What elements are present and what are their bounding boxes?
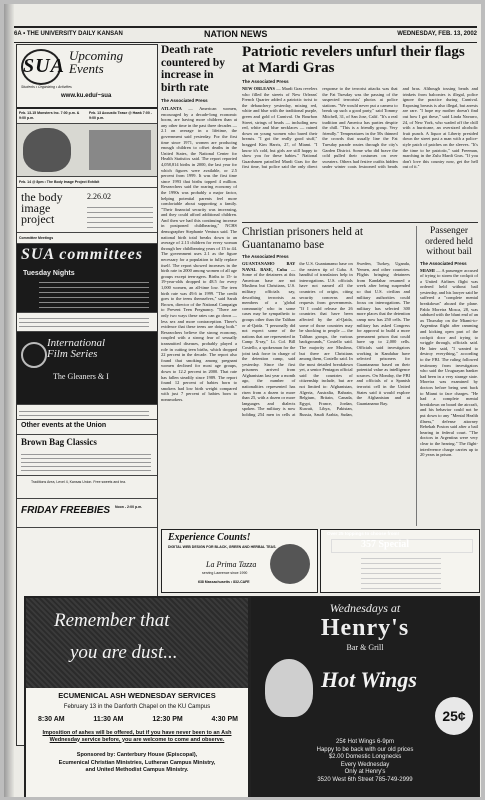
byline-mardi-gras: The Associated Press	[242, 79, 289, 84]
ash-note: Imposition of ashes will be offered, but if you have never been to an Ash Wednesday service before, you are welcome to come and observe.	[42, 730, 232, 743]
film-reel-icon	[21, 342, 47, 368]
page-binding-shadow	[4, 4, 14, 797]
film-series-title-line1: International	[47, 337, 106, 349]
body-image-details	[87, 204, 153, 228]
headline-passenger: Passenger ordered held without bail	[425, 226, 473, 257]
body-image-title: the body image project	[21, 190, 63, 226]
film-series-info-bar	[17, 313, 157, 332]
headline-birth-rate: Death rate countered by increase in birth rate	[161, 44, 225, 94]
committee-schedule	[39, 282, 149, 308]
event-photos	[17, 124, 157, 177]
experience-subtitle: DIGITAL WEB DESIGN FOR BLACK, GREEN AND HERBAL TEAS.	[168, 545, 277, 549]
body-image-ad	[17, 188, 157, 233]
acoustic-band-photo	[89, 130, 151, 170]
event-monsters: Feb. 13-15 Monsters Inc. 7:00 p.m. & 9:00 p.m.	[19, 111, 80, 120]
hot-wings-title: Hot Wings	[321, 667, 417, 692]
byline-guantanamo: The Associated Press	[242, 254, 289, 259]
article-guantanamo	[242, 226, 410, 526]
dateline-guantanamo: GUANTANAMO BAY NAVAL BASE, Cuba	[242, 261, 296, 272]
international-film-series-ad	[17, 332, 157, 405]
deal-line-1: 25¢ Hot Wings 6-9pm	[335, 739, 395, 745]
committee-meetings-label: Committee Meetings	[19, 236, 54, 240]
text-guantanamo: — Some of the detainees at this American base are not Muslims but Christians, U.S. military officials say, describing terrorists as members of a 'global community' who in some cases may be sympathetic to groups other than the Taliban or al-Qaida. "I personally did not expect some of the nations that are represented in Camp X-ray," Lt. Col. Bill Costello, a spokesman for the joint task force in charge of the detention camp, said yesterday. Since the first prisoners arrived from Afghanistan last year a month ago, the number of nationalities represented has risen from a dozen to more than 25, with a dozen or more languages and dialects spoken. The military is now holding 254 men in cells at the U.S. Guantanamo base on the eastern tip of Cuba. A handful of translators help in interrogations. U.S. officials have not named all the countries of origin, citing security concerns and requests from governments. "If I could release the 26 countries that have been affected by the al-Qaida, some of those countries may be shocking to people — the Taliban groups, the various backgrounds," Costello said. The majority are Muslims, but there are Christians among them, Costello said. In the most detailed breakdown yet, a senior Pentagon official said the countries of citizenship include, but are not limited to: Afghanistan, Algeria, Australia, Bahrain, Belgium, Britain, Canada, Egypt, France, Jordan, Kuwait, Libya, Pakistan, Russia, Saudi Arabia, Sudan, Sweden, Turkey, Uganda, Yemen, and other countries. Flights bringing detainees from Kandahar resumed a week after being suspended so that U.S. civilian and military authorities could focus on interrogations. The military has selected 300 more places that the detention camp now has 250 cells. The military has asked Congress for approval to build a more permanent prison that could have up to 2,000 cells. Officials said investigators working in Kandahar have selected prisoners for Guantanamo based on their potential value as intelligence sources. On Monday, the FBI and officials of a Spanish terrorist cell in the United States said it would explore the Afghanistan and at Guantanamo Bay.	[242, 261, 410, 418]
henrys-hot-wings-ad	[250, 596, 480, 797]
film-series-title-line2: Film Series	[47, 348, 98, 360]
text-passenger: — A passenger accused of trying to storm the cockpit of a United Airlines flight was ordered held without bail yesterday, and his lawyer said he suffered a "complete mental breakdown" aboard the plane. Pablo Moreira Mosca, 28, was subdued with the blunt end of an ax Thursday on the Miami-to-Argentina flight after ramming and kicking open part of the cockpit door and trying to wriggle through, officials said. He later said, "I wanted to destroy everything," according to the FBI. The ruling followed testimony from investigators who said the Uruguayan banker had been in a very strange state. Moreira was examined by doctors before being sent back to Miami to face charges. "He had a complete mental breakdown on board the aircraft, and his behavior could not be put down to any "Mental Health illness," defense attorney Rebekah Poston said after a bail hearing in federal court. "The doctors in Argentina were very clear to the hearing." The flight-interference charge carries up to 20 years in prison.	[420, 267, 478, 458]
body-passenger	[420, 268, 478, 508]
sua-committees-ad	[17, 244, 157, 313]
issue-date: WEDNESDAY, FEB. 13, 2002	[397, 31, 477, 37]
ash-wednesday-ad	[24, 596, 250, 797]
event-acoustic: Feb. 13 Acoustic Tease @ Hawk 7:00 - 9:00 p.m.	[89, 111, 152, 120]
tuesday-nights-label: Tuesday Nights	[23, 270, 75, 277]
henrys-deals	[251, 739, 479, 784]
deal-line-3: $2.00 Domestic Longnecks	[328, 754, 402, 760]
article-mardi-gras	[242, 44, 478, 219]
pizza-special-ad	[320, 529, 480, 593]
special-title: 357 Special	[361, 539, 410, 550]
film-location-details	[19, 408, 149, 416]
event-body-image: Feb. 14 @ 8pm • The Body Image Project Exhibit	[19, 180, 100, 184]
event-row-3	[17, 177, 157, 188]
other-events-title: Other events at the Union	[21, 422, 107, 429]
text-birth-rate: — American women, encouraged by a decade-long economic boom, are having more children than at any other time in the past three decades — 2.1 on average in a lifetime, the government said yesterday. For the first time since 1971, women are producing enough children to offset deaths in the United States, the National Center for Health Statistics said. The report reported 4,058,814 births in 2000, the last year for which figures were available, or 2.5 percent from 1999. It was the first time since 1993 that births topped 4 million. Researchers said the roaring economy of the 1990s was probably a major factor, helping potential parents feel more comfortable about supporting a family. "Their financial security was increasing, and they could afford additional children. And then we had this continuing increase in postponed childbearing," NCHS demographer Stephanie Ventura said. The national birth total breaks down to an average of 2.13 children for every woman through her childbearing years of 15 to 44. The government uses 2.1 as the figure necessary for a population to fully replace itself. The report showed increases in the birth rate in 2000 among women of all age groups except teen-agers. Births to 15- to 19-year-olds dropped to 48.5 for every 1,000 women, an all-time low. The teen birth rate was 49.6 in 1999. "The credit goes to the teens themselves," said Sarah Brown, director of the National Campaign to Prevent Teen Pregnancy. "There are only two ways these rates can go down — less sex and more contraception. There's evidence that these teens are doing both." Researchers believe the strong economy, coupled with a strong fear of sexually transmitted diseases, probably played a role in cutting teen births, which dropped 22 percent in the decade. The report also found that smoking among pregnant women declined for most age groups, down to 12.2 percent in 2000. That rate has fallen steadily since 1989. The report found 12 percent of babies born to smokers had low birth weight compared with just 7 percent of babies born to nonsmokers.	[161, 106, 237, 402]
text-mardi-gras: — Mardi Gras revelers who filled the streets of New Orleans' French Quarter added a patriotic twist to the debauchery yesterday, mixing red, white and blue with the traditional purple, green and gold of Carnival. On Bourbon Street, strings of beads — including new red, white and blue necklaces — rained down on young women who bared their breasts. "I got the really good stuff," bragged Kim Harris, 27, of Miami. "I know it's cold, but girls are still happy to show you for these babies." National Guardsmen patrolled Mardi Gras for the first time, but police said the only direct response to the terrorist attacks was that the Fat Tuesday was the passing of the suspected terrorists' photos at police stations. "We would never put a camera to break up such a good party," said Tommy Mitchell, 31, of San Jose, Calif. "It's a real tradition and America has parties despite the chill. "This is a friendly group. Very friendly." Temperatures in the 50s thinned the crowds that usually line the Fat Tuesday parade routes through the city's Garden District. Some who did brave the cold pulled their costumes on over sweaters. Others had festive outfits hidden under winter coats festooned with beads and bras. Although tossing beads and trinkets from balconies is illegal, police ignore the practice during Carnival. Exposing breasts is also illegal, but arrests are rare. "I hope my mother doesn't find out how I got these," said Linda Navarro, 24, of New York, who waded off the chill with a hurricane, an oversized alcoholic fruit punch. A liquor at Liberty presided down the street past a man with a police-style patch of patches on the sleeves. "It's the time to be patriotic," said Freeman, marching in the Zulu Mardi Gras. "If you don't love this country now, get the hell out of it."	[242, 86, 478, 170]
remember-line2: you are dust...	[70, 642, 178, 663]
event-row-1	[17, 109, 157, 124]
article-passenger	[416, 226, 478, 526]
body-birth-rate	[161, 106, 237, 506]
section-folio: 6A • THE UNIVERSITY DAILY KANSAN	[14, 31, 123, 37]
brown-bag-title: Brown Bag Classics	[21, 437, 97, 447]
pizza-menu-list	[361, 555, 441, 589]
film-location-bar	[17, 405, 157, 420]
body-mardi-gras	[242, 86, 478, 216]
byline-passenger: The Associated Press	[420, 260, 467, 266]
deal-line-5: Only at Henry's	[344, 769, 386, 775]
friday-freebies-ad	[17, 499, 157, 528]
other-events-bar	[17, 420, 157, 435]
film-series-title	[47, 338, 105, 360]
sponsor-line-3: and United Methodist Campus Ministry.	[85, 767, 189, 773]
headline-guantanamo: Christian prisoners held at Guantanamo base	[242, 226, 364, 251]
service-time-4: 4:30 PM	[211, 716, 238, 723]
henrys-logo: Henry's	[320, 615, 410, 641]
newspaper-page	[4, 4, 481, 797]
dateline-mardi-gras: NEW ORLEANS	[242, 86, 275, 91]
gleaners-title: The Gleaners & I	[53, 372, 109, 381]
henrys-wednesdays: Wednesdays at	[329, 601, 401, 615]
brown-bag-ad	[17, 435, 157, 476]
headline-mardi-gras: Patriotic revelers unfurl their flags at Mardi Gras	[242, 44, 465, 76]
dateline-birth-rate: ATLANTA	[161, 106, 182, 111]
sponsor-line-2: Ecumenical Christian Ministries, Lutheran Campus Ministry,	[58, 759, 216, 766]
friday-freebies-time: Noon - 2:00 p.m.	[115, 505, 143, 509]
ash-sponsors	[26, 752, 248, 775]
traditions-text: Traditions Area, Level 4, Kansas Union. Free sweets and tea.	[31, 480, 127, 484]
service-time-1: 8:30 AM	[38, 716, 65, 723]
body-image-date: 2.26.02	[87, 192, 111, 201]
deal-line-4: Every Wednesday	[340, 761, 390, 768]
article-birth-rate	[161, 44, 237, 524]
sua-masthead	[17, 45, 157, 109]
dateline-passenger: MIAMI	[420, 267, 435, 273]
service-time-2: 11:30 AM	[93, 716, 124, 723]
henrys-address: 3520 West 6th Street 785-749-2999	[317, 776, 413, 783]
monsters-character-image	[23, 128, 71, 172]
sua-committees-title: SUA committees	[21, 246, 143, 263]
experience-counts-title: Experience Counts!	[168, 532, 251, 543]
traditions-area-ad	[17, 476, 157, 499]
la-prima-tazza-ad	[161, 529, 318, 593]
service-time-3: 12:30 PM	[152, 716, 183, 723]
sua-url[interactable]: www.ku.edu/~sua	[61, 93, 112, 99]
page-header	[14, 26, 477, 43]
brown-bag-details	[21, 451, 151, 471]
coffee-cup-image	[270, 544, 310, 584]
deal-line-2: Happy to be back with our old prices	[316, 746, 414, 753]
sua-tagline: Students • Organizing • Activities	[21, 85, 72, 89]
byline-birth-rate: The Associated Press	[161, 98, 208, 103]
ash-service-times	[38, 716, 238, 723]
sua-logo: SUA	[23, 55, 65, 77]
chili-pepper-icon	[265, 659, 313, 717]
ash-services-location: February 13 in the Danforth Chapel on the KU Campus	[63, 704, 211, 710]
toppings-headline: Over 25 toppings to choose from!	[327, 531, 400, 536]
sponsor-line-1: Sponsored by: Canterbury House (Episcopal),	[76, 752, 198, 758]
body-guantanamo	[242, 261, 410, 523]
upcoming-events-title: Upcoming Events	[69, 48, 124, 76]
ash-services-title: ECUMENICAL ASH WEDNESDAY SERVICES	[58, 691, 216, 700]
friday-freebies-title: FRIDAY FREEBIES	[21, 505, 111, 516]
committee-meetings-bar	[17, 233, 157, 244]
film-series-details	[19, 317, 149, 327]
la-prima-since: serving Lawrence since 1990	[202, 571, 248, 575]
section-title: NATION NEWS	[204, 29, 268, 39]
price-badge: 25¢	[435, 697, 473, 735]
rule-divider	[242, 222, 478, 223]
la-prima-address: 638 Massachusetts • 832-CAFE	[198, 580, 250, 584]
remember-line1: Remember that	[54, 610, 170, 631]
henrys-subtitle: Bar & Grill	[346, 643, 384, 652]
la-prima-logo: La Prima Tazza	[206, 560, 257, 569]
